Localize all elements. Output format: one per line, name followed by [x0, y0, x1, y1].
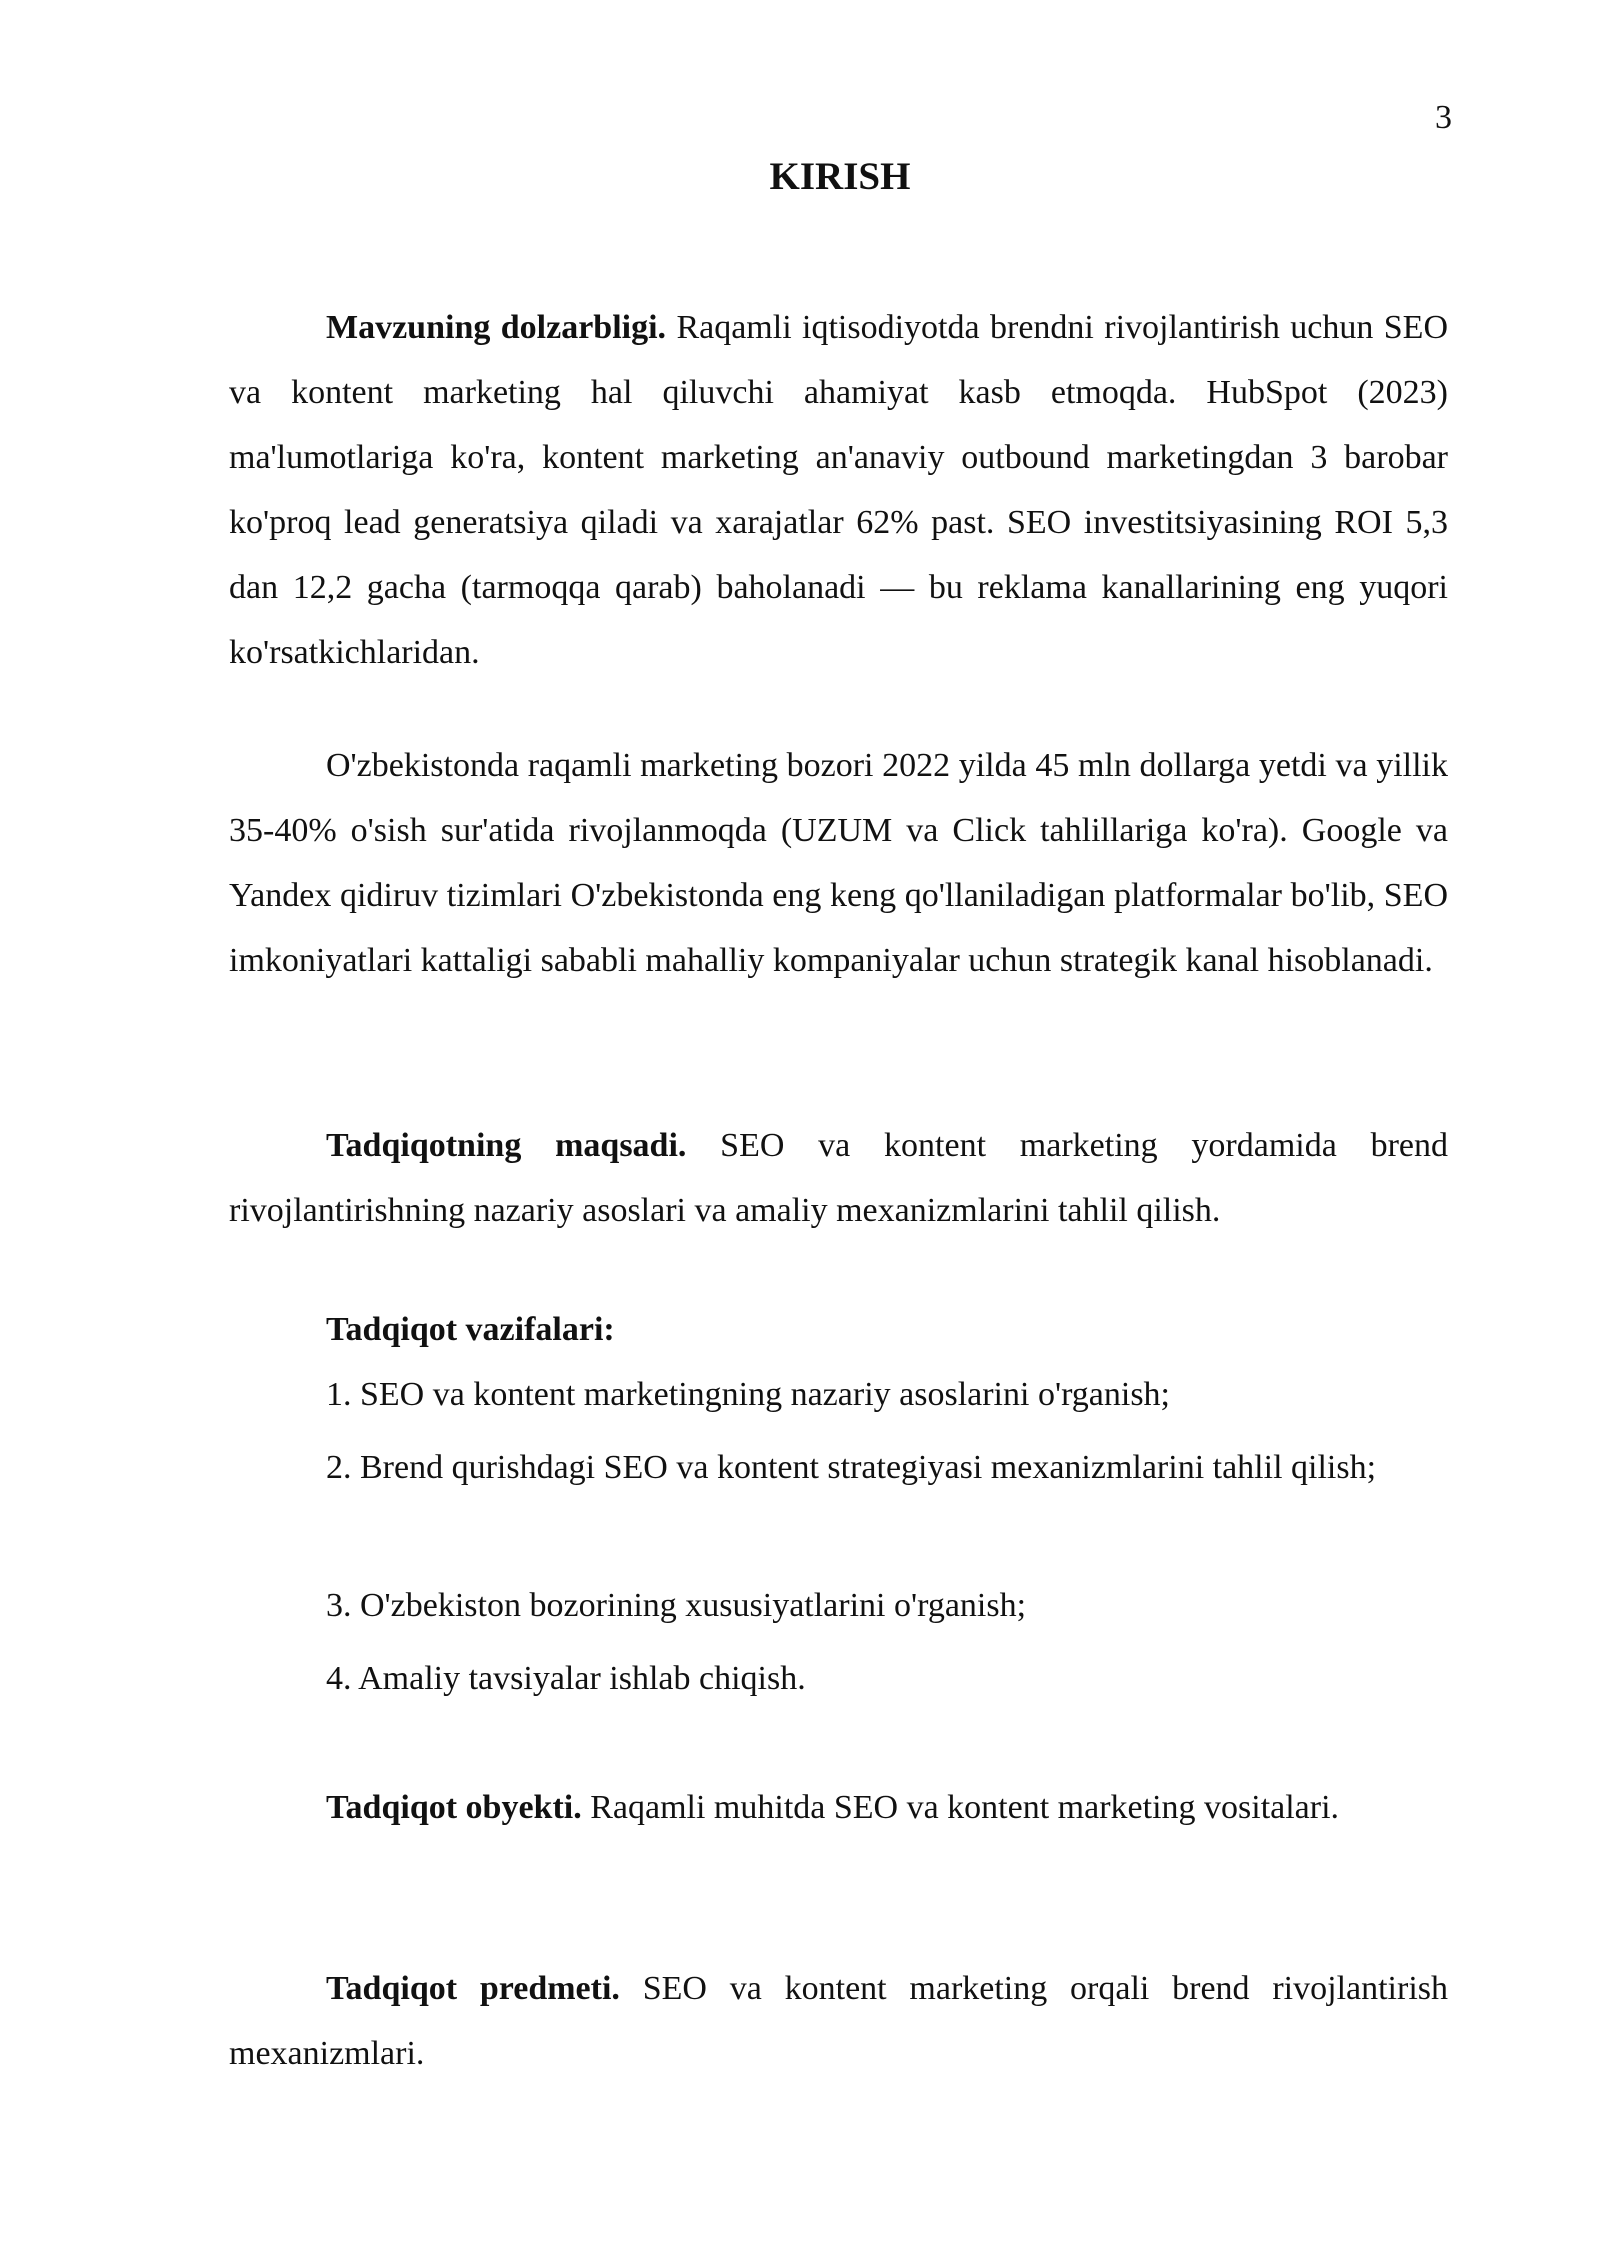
- uzbekistan-market-paragraph: O'zbekistonda raqamli marketing bozori 2022 yilda 45 mln dollarga yetdi va yillik 35-40% o'sish sur'atida rivojlanmoqda (UZUM va Click tahlillariga ko'ra). Google va Yandex qidiruv tizimlari O'zbekistonda eng keng qo'llaniladigan platformalar bo'lib, SEO imkoniyatlari kattaligi sababli mahalliy kompaniyalar uchun strategik kanal hisoblanadi.: [229, 747, 1448, 979]
- section-title: KIRISH: [769, 155, 911, 198]
- subject-paragraph: [229, 1956, 1448, 2086]
- relevance-label: Mavzuning dolzarbligi.: [326, 309, 667, 346]
- goal-label: Tadqiqotning maqsadi.: [326, 1127, 687, 1164]
- tasks-heading: Tadqiqot vazifalari:: [326, 1311, 615, 1348]
- task-item: 4. Amaliy tavsiyalar ishlab chiqish.: [326, 1660, 806, 1697]
- object-paragraph: [229, 1775, 1448, 1840]
- relevance-text: Raqamli iqtisodiyotda brendni rivojlantirish uchun SEO va kontent marketing hal qiluvchi ahamiyat kasb etmoqda. HubSpot (2023) ma'lumotlariga ko'ra, kontent marketing an'anaviy outbound marketingdan 3 barobar ko'proq lead generatsiya qiladi va xarajatlar 62% past. SEO investitsiyasining ROI 5,3 dan 12,2 gacha (tarmoqqa qarab) baholanadi — bu reklama kanallarining eng yuqori ko'rsatkichlaridan.: [229, 309, 1449, 671]
- task-item: 1. SEO va kontent marketingning nazariy asoslarini o'rganish;: [326, 1376, 1170, 1413]
- object-label: Tadqiqot obyekti.: [326, 1789, 582, 1826]
- subject-label: Tadqiqot predmeti.: [326, 1970, 620, 2007]
- goal-paragraph: [229, 1113, 1448, 1243]
- page-number: 3: [1435, 99, 1452, 136]
- object-text: Raqamli muhitda SEO va kontent marketing vositalari.: [581, 1789, 1340, 1826]
- relevance-paragraph: [229, 295, 1448, 685]
- task-item: 3. O'zbekiston bozorining xususiyatlarini o'rganish;: [326, 1587, 1027, 1624]
- task-item: 2. Brend qurishdagi SEO va kontent strategiyasi mexanizmlarini tahlil qilish;: [326, 1449, 1377, 1486]
- goal-text: SEO va kontent marketing yordamida brend rivojlantirishning nazariy asoslari va amaliy mexanizmlarini tahlil qilish.: [229, 1127, 1448, 1229]
- subject-text: SEO va kontent marketing orqali brend rivojlantirish mexanizmlari.: [229, 1970, 1448, 2072]
